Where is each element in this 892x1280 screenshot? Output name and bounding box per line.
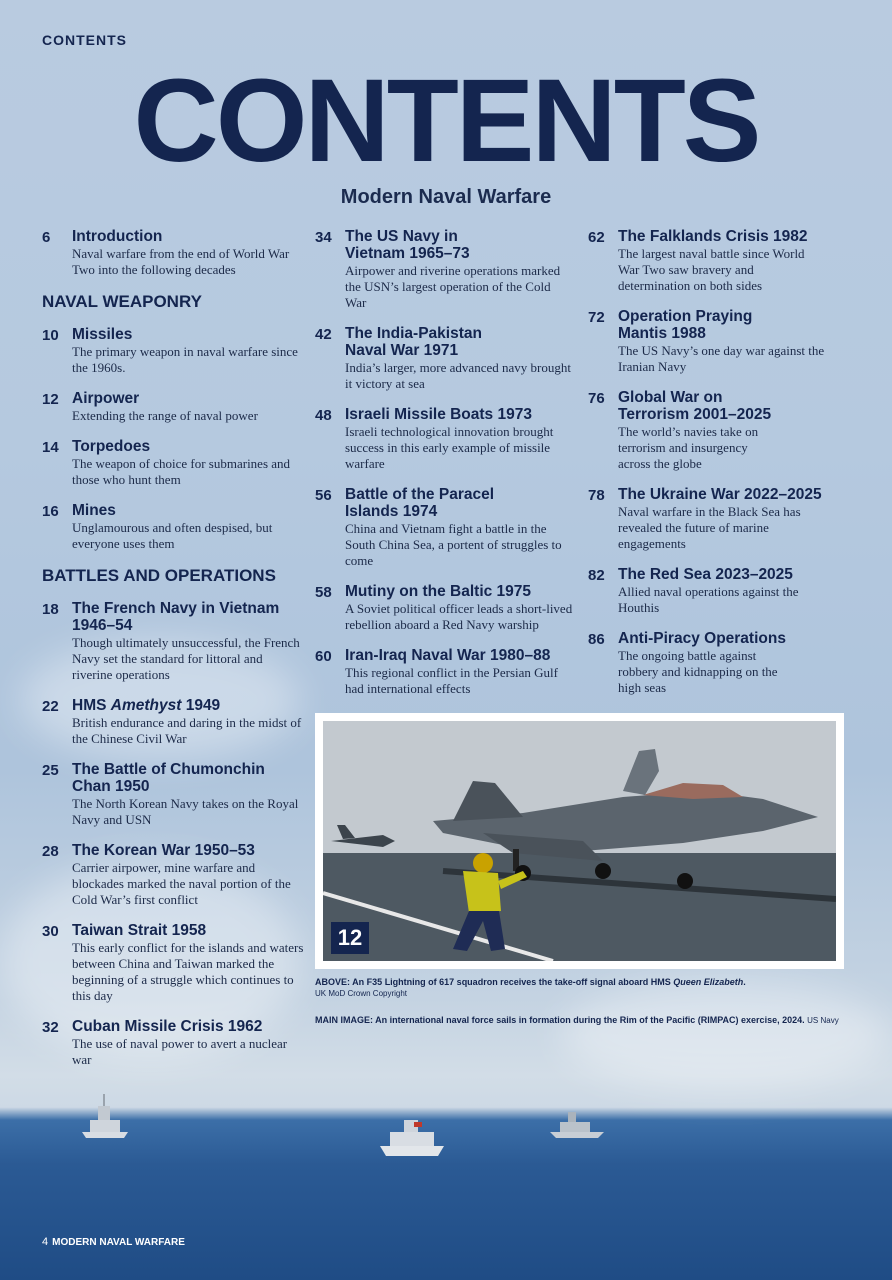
page-number: 86: [588, 631, 605, 648]
caption-text: An F35 Lightning of 617 squadron receives the take-off signal aboard HMS: [350, 977, 674, 987]
contents-entry[interactable]: [42, 842, 304, 908]
page-number: 48: [315, 407, 332, 424]
entry-title: Iran-Iraq Naval War 1980–88: [345, 647, 551, 664]
page-footer: [42, 1236, 185, 1248]
entry-description: The largest naval battle since World War Two saw bravery and determination on both sides: [618, 246, 805, 293]
section-header: CONTENTS: [42, 32, 127, 48]
page-number: 76: [588, 390, 605, 407]
contents-entry[interactable]: [315, 325, 573, 392]
entry-title: [72, 697, 304, 714]
contents-entry[interactable]: [315, 647, 573, 697]
section-heading-weaponry: NAVAL WEAPONRY: [42, 292, 202, 311]
entry-description: A Soviet political officer leads a short-lived rebellion aboard a Red Navy warship: [345, 601, 573, 632]
contents-entry[interactable]: [42, 761, 304, 828]
caption-above: [315, 976, 845, 1000]
caption-label: ABOVE:: [315, 977, 351, 987]
page-title: CONTENTS: [133, 55, 759, 187]
entry-description: Naval warfare in the Black Sea has revealed the future of marine engagements: [618, 504, 801, 551]
contents-entry[interactable]: [588, 486, 850, 552]
entry-title: Israeli Missile Boats 1973: [345, 406, 532, 423]
entry-description: Airpower and riverine operations marked the USN’s largest operation of the Cold War: [345, 263, 561, 310]
page-number: 25: [42, 762, 59, 779]
caption-text: .: [743, 977, 746, 987]
entry-description: British endurance and daring in the midst of the Chinese Civil War: [72, 715, 302, 746]
contents-entry[interactable]: [42, 326, 304, 376]
f35-photo: [323, 721, 836, 961]
contents-entry[interactable]: [588, 566, 850, 616]
photo-credit: UK MoD Crown Copyright: [315, 989, 408, 998]
entry-description: India’s larger, more advanced navy brought it victory at sea: [345, 360, 571, 391]
entry-description: China and Vietnam fight a battle in the South China Sea, a portent of struggles to come: [345, 521, 562, 568]
contents-entry[interactable]: [588, 389, 850, 472]
entry-description: Naval warfare from the end of World War Two into the following decades: [72, 246, 290, 277]
page-number: 18: [42, 601, 59, 618]
entry-description: The world’s navies take on terrorism and insurgency across the globe: [618, 424, 759, 471]
contents-entry[interactable]: [588, 308, 850, 375]
contents-entry[interactable]: [315, 228, 573, 311]
page-number: 42: [315, 326, 332, 343]
contents-entry[interactable]: [42, 390, 304, 424]
entry-title: Mutiny on the Baltic 1975: [345, 583, 532, 600]
page-number: 28: [42, 843, 59, 860]
ship-name: Queen Elizabeth: [673, 977, 744, 987]
warship-icon: [548, 1106, 606, 1140]
entry-title: The Falklands Crisis 1982: [618, 228, 808, 245]
contents-column-2: [315, 228, 573, 711]
page-number: 12: [42, 391, 59, 408]
section-heading-battles: BATTLES AND OPERATIONS: [42, 566, 276, 585]
page-number: 58: [315, 584, 332, 601]
entry-title: The Red Sea 2023–2025: [618, 566, 793, 583]
warship-icon: [80, 1092, 132, 1140]
page-number: 14: [42, 439, 59, 456]
warship-icon: [378, 1112, 448, 1158]
entry-description: This early conflict for the islands and waters between China and Taiwan marked the beginning of a struggle which continues to this day: [72, 940, 304, 1003]
entry-description: The North Korean Navy takes on the Royal Navy and USN: [72, 796, 299, 827]
entry-description: The use of naval power to avert a nuclear war: [72, 1036, 288, 1067]
caption-label: MAIN IMAGE:: [315, 1015, 373, 1025]
entry-title: Battle of the Paracel Islands 1974: [345, 486, 495, 520]
page-number: 72: [588, 309, 605, 326]
entry-description: Extending the range of naval power: [72, 408, 258, 423]
entry-title: Torpedoes: [72, 438, 151, 455]
entry-title: Cuban Missile Crisis 1962: [72, 1018, 263, 1035]
entry-title: The India-Pakistan Naval War 1971: [345, 325, 482, 359]
page-number: 32: [42, 1019, 59, 1036]
entry-title-part: 1949: [181, 697, 221, 714]
contents-column-3: [588, 228, 850, 710]
entry-title: Airpower: [72, 390, 140, 407]
page-subtitle: Modern Naval Warfare: [340, 186, 552, 208]
entry-title: Global War on Terrorism 2001–2025: [618, 389, 772, 423]
footer-page-number: 4: [42, 1236, 49, 1248]
page-number: 60: [315, 648, 332, 665]
contents-entry[interactable]: [42, 697, 304, 747]
page-number: 16: [42, 503, 59, 520]
entry-title: The French Navy in Vietnam 1946–54: [72, 600, 280, 634]
contents-entry[interactable]: [42, 228, 304, 278]
entry-title: Introduction: [72, 228, 163, 245]
entry-title: The Ukraine War 2022–2025: [618, 486, 822, 503]
entry-title: The US Navy in Vietnam 1965–73: [345, 228, 470, 262]
ship-name: Amethyst: [110, 697, 182, 714]
contents-entry[interactable]: [315, 486, 573, 569]
entry-title: Operation Praying Mantis 1988: [618, 308, 753, 342]
entry-title-part: HMS: [72, 697, 111, 714]
entry-description: The weapon of choice for submarines and those who hunt them: [72, 456, 291, 487]
entry-description: Israeli technological innovation brought success in this early example of missile warfare: [345, 424, 554, 471]
page-number: 62: [588, 229, 605, 246]
entry-description: The US Navy’s one day war against the Iranian Navy: [618, 343, 825, 374]
caption-main: [315, 1014, 845, 1027]
entry-description: The ongoing battle against robbery and kidnapping on the high seas: [618, 648, 778, 695]
caption-text: An international naval force sails in formation during the Rim of the Pacific (RIMPAC) exercise, 2024.: [373, 1015, 805, 1025]
footer-label: MODERN NAVAL WARFARE: [52, 1237, 185, 1248]
page-number: 34: [315, 229, 332, 246]
contents-entry[interactable]: [588, 228, 850, 294]
photo-credit: US Navy: [807, 1016, 839, 1025]
entry-title: The Battle of Chumonchin Chan 1950: [72, 761, 265, 795]
entry-title: Anti-Piracy Operations: [618, 630, 786, 647]
page-badge: 12: [331, 922, 369, 954]
entry-description: Though ultimately unsuccessful, the French Navy set the standard for littoral and riverine operations: [72, 635, 300, 682]
entry-description: Unglamourous and often despised, but everyone uses them: [72, 520, 273, 551]
contents-column-1: [42, 228, 304, 1082]
contents-entry[interactable]: [42, 1018, 304, 1068]
entry-description: The primary weapon in naval warfare since the 1960s.: [72, 344, 298, 375]
f35-jet-illustration: [323, 721, 836, 961]
page-number: 10: [42, 327, 59, 344]
page-number: 78: [588, 487, 605, 504]
contents-entry[interactable]: [42, 922, 304, 1004]
entry-description: Allied naval operations against the Houthis: [618, 584, 799, 615]
contents-entry[interactable]: [315, 583, 573, 633]
page-number: 6: [42, 229, 51, 246]
contents-entry[interactable]: [42, 502, 304, 552]
entry-description: Carrier airpower, mine warfare and blockades marked the naval portion of the Cold War’s first conflict: [72, 860, 291, 907]
entry-description: This regional conflict in the Persian Gulf had international effects: [345, 665, 559, 696]
page-number: 56: [315, 487, 332, 504]
contents-entry[interactable]: [42, 438, 304, 488]
contents-entry[interactable]: [315, 406, 573, 472]
page-number: 22: [42, 698, 59, 715]
contents-entry[interactable]: [42, 600, 304, 683]
f35-photo-frame: [315, 713, 844, 969]
entry-title: Missiles: [72, 326, 133, 343]
entry-title: The Korean War 1950–53: [72, 842, 255, 859]
page-number: 82: [588, 567, 605, 584]
entry-title: Mines: [72, 502, 116, 519]
contents-entry[interactable]: [588, 630, 850, 696]
page-number: 30: [42, 923, 59, 940]
entry-title: Taiwan Strait 1958: [72, 922, 207, 939]
